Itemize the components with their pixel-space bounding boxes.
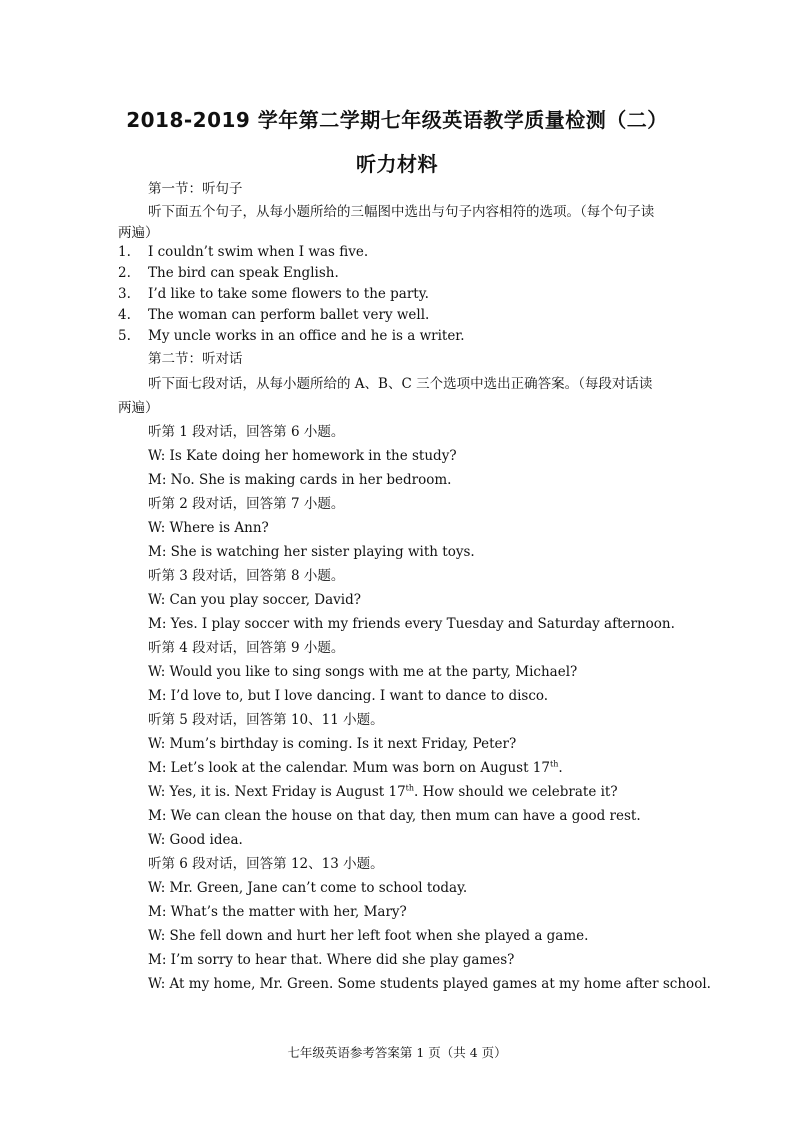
section1-instruction: 听下面五个句子，从每小题所给的三幅图中选出与句子内容相符的选项。（每个句子读: [148, 204, 655, 220]
dialogue-text: .: [558, 760, 563, 776]
page-footer: 七年级英语参考答案第 1 页（共 4 页）: [287, 1045, 507, 1060]
section1-heading: 第一节：听句子: [148, 181, 243, 197]
dialogue-line: W: Would you like to sing songs with me at the party, Michael?: [148, 664, 578, 680]
dialogue-heading: 听第 6 段对话，回答第 12、13 小题。: [148, 856, 384, 872]
item-text: I couldn’t swim when I was five.: [148, 244, 369, 260]
dialogue-line: W: Is Kate doing her homework in the study?: [148, 448, 457, 464]
item-text: My uncle works in an office and he is a writer.: [148, 328, 465, 344]
dialogue-line: M: Yes. I play soccer with my friends every Tuesday and Saturday afternoon.: [148, 616, 675, 632]
dialogue-heading: 听第 5 段对话，回答第 10、11 小题。: [148, 712, 384, 728]
dialogue-heading: 听第 1 段对话，回答第 6 小题。: [148, 424, 345, 440]
dialogue-line: W: Where is Ann?: [148, 520, 269, 536]
item-number: 2.: [118, 265, 131, 281]
dialogue-line: M: I’d love to, but I love dancing. I want to dance to disco.: [148, 688, 549, 704]
item-text: I’d like to take some flowers to the party.: [148, 286, 429, 302]
item-number: 5.: [118, 328, 131, 344]
dialogue-line: W: She fell down and hurt her left foot when she played a game.: [148, 928, 589, 944]
dialogue-text: W: Yes, it is. Next Friday is August 17: [148, 784, 406, 800]
dialogue-line: M: She is watching her sister playing with toys.: [148, 544, 475, 560]
dialogue-line: M: No. She is making cards in her bedroom.: [148, 472, 452, 488]
dialogue-line: W: Good idea.: [148, 832, 243, 848]
section2-instruction-cont: 两遍）: [118, 400, 159, 416]
dialogue-line: [148, 783, 618, 801]
dialogue-heading: 听第 4 段对话，回答第 9 小题。: [148, 640, 345, 656]
dialogue-line: W: Can you play soccer, David?: [148, 592, 361, 608]
item-number: 4.: [118, 307, 131, 323]
item-text: The bird can speak English.: [148, 265, 339, 281]
item-text: The woman can perform ballet very well.: [148, 307, 430, 323]
dialogue-line: W: Mum’s birthday is coming. Is it next Friday, Peter?: [148, 736, 517, 752]
page-subtitle: 听力材料: [356, 152, 438, 176]
section2-instruction: 听下面七段对话，从每小题所给的 A、B、C 三个选项中选出正确答案。（每段对话读: [148, 376, 653, 392]
item-number: 3.: [118, 286, 131, 302]
dialogue-line: M: What’s the matter with her, Mary?: [148, 904, 407, 920]
dialogue-heading: 听第 3 段对话，回答第 8 小题。: [148, 568, 345, 584]
dialogue-heading: 听第 2 段对话，回答第 7 小题。: [148, 496, 345, 512]
dialogue-line: M: We can clean the house on that day, then mum can have a good rest.: [148, 808, 641, 824]
dialogue-line: W: Mr. Green, Jane can’t come to school today.: [148, 880, 468, 896]
dialogue-text: . How should we celebrate it?: [414, 784, 618, 800]
section1-instruction-cont: 两遍）: [118, 225, 159, 241]
dialogue-line: W: At my home, Mr. Green. Some students played games at my home after school.: [148, 976, 711, 992]
page-title: 2018-2019 学年第二学期七年级英语教学质量检测（二）: [126, 108, 668, 132]
section2-heading: 第二节：听对话: [148, 351, 243, 367]
ordinal-suffix: th: [549, 759, 559, 769]
dialogue-line: M: I’m sorry to hear that. Where did she play games?: [148, 952, 515, 968]
dialogue-text: M: Let’s look at the calendar. Mum was born on August 17: [148, 760, 550, 776]
dialogue-line: [148, 759, 563, 777]
item-number: 1.: [118, 244, 131, 260]
ordinal-suffix: th: [405, 783, 415, 793]
